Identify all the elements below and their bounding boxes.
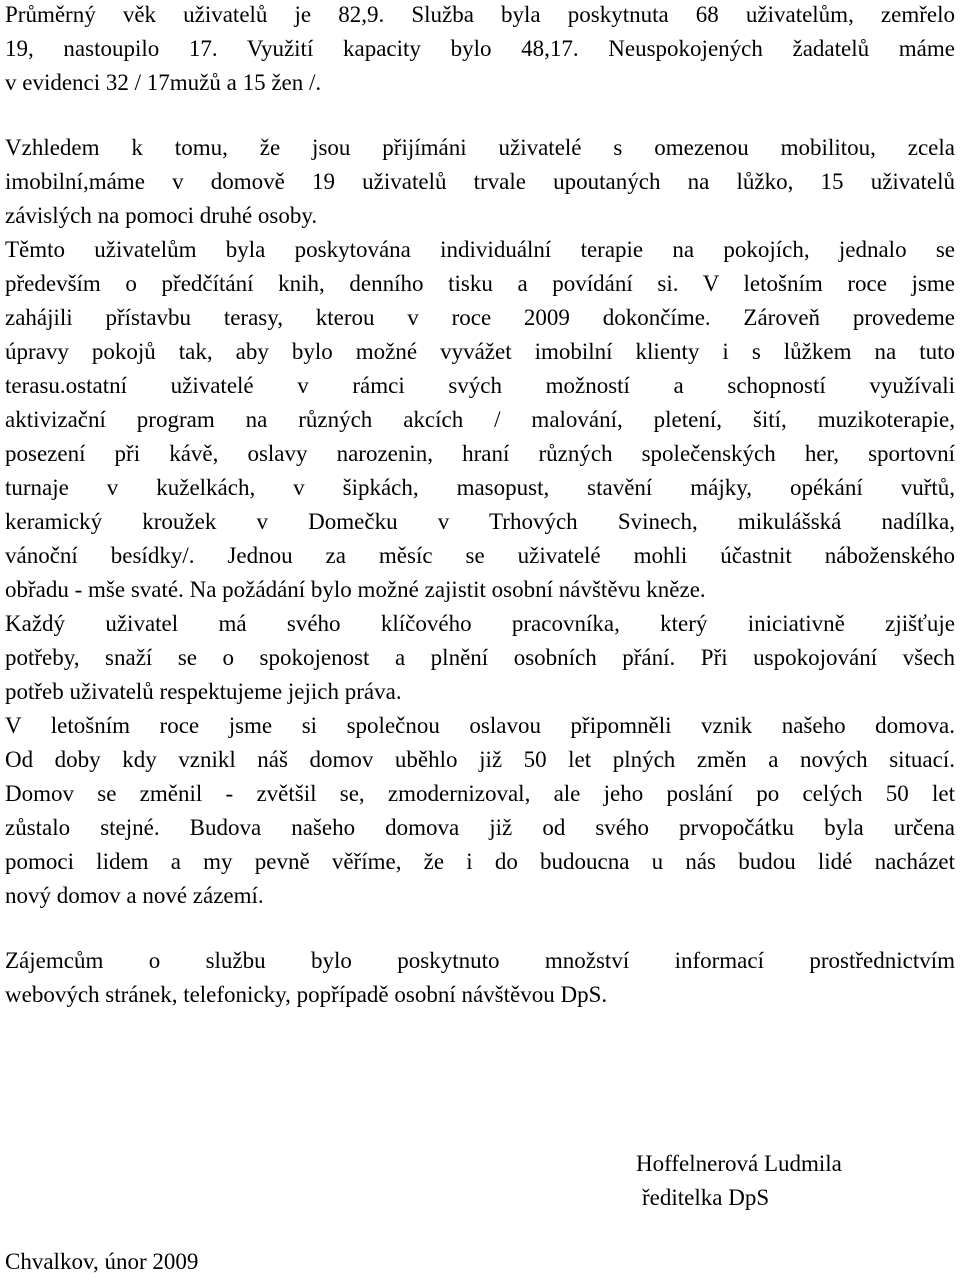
signature-name: Hoffelnerová Ludmila bbox=[636, 1151, 842, 1176]
text-line: úpravy pokojů tak, aby bylo možné vyvážet imobilní klienty i s lůžkem na tuto bbox=[5, 339, 955, 364]
text-line: nový domov a nové zázemí. bbox=[5, 883, 264, 908]
text-line: Vzhledem k tomu, že jsou přijímáni uživatelé s omezenou mobilitou, zcela bbox=[5, 135, 955, 160]
text-line: turnaje v kuželkách, v šipkách, masopust, stavění májky, opékání vuřtů, bbox=[5, 475, 955, 500]
text-line: potřeb uživatelů respektujeme jejich práva. bbox=[5, 679, 402, 704]
text-line: především o předčítání knih, denního tisku a povídání si. V letošním roce jsme bbox=[5, 271, 955, 296]
text-line: Od doby kdy vznikl náš domov uběhlo již 50 let plných změn a nových situací. bbox=[5, 747, 955, 772]
text-line: Těmto uživatelům byla poskytována individuální terapie na pokojích, jednalo se bbox=[5, 237, 955, 262]
signature-role: ředitelka DpS bbox=[642, 1185, 770, 1210]
text-line: Každý uživatel má svého klíčového pracovníka, který iniciativně zjišťuje bbox=[5, 611, 955, 636]
text-line: v evidenci 32 / 17mužů a 15 žen /. bbox=[5, 70, 322, 95]
text-line: obřadu - mše svaté. Na požádání bylo možné zajistit osobní návštěvu kněze. bbox=[5, 577, 706, 602]
text-line: 19, nastoupilo 17. Využití kapacity bylo 48,17. Neuspokojených žadatelů máme bbox=[5, 36, 955, 61]
text-line: zůstalo stejné. Budova našeho domova již od svého prvopočátku byla určena bbox=[5, 815, 955, 840]
text-line: imobilní,máme v domově 19 uživatelů trvale upoutaných na lůžko, 15 uživatelů bbox=[5, 169, 955, 194]
text-line: Zájemcům o službu bylo poskytnuto množství informací prostřednictvím bbox=[5, 948, 955, 973]
text-line: vánoční besídky/. Jednou za měsíc se uživatelé mohli účastnit náboženského bbox=[5, 543, 955, 568]
text-line: zahájili přístavbu terasy, kterou v roce 2009 dokončíme. Zároveň provedeme bbox=[5, 305, 955, 330]
text-line: Domov se změnil - zvětšil se, zmodernizoval, ale jeho poslání po celých 50 let bbox=[5, 781, 955, 806]
text-line: webových stránek, telefonicky, popřípadě osobní návštěvou DpS. bbox=[5, 982, 608, 1007]
text-line: terasu.ostatní uživatelé v rámci svých možností a schopností využívali bbox=[5, 373, 955, 398]
text-line: posezení při kávě, oslavy narozenin, hraní různých společenských her, sportovní bbox=[5, 441, 955, 466]
text-line: V letošním roce jsme si společnou oslavou připomněli vznik našeho domova. bbox=[5, 713, 955, 738]
text-line: pomoci lidem a my pevně věříme, že i do budoucna u nás budou lidé nacházet bbox=[5, 849, 955, 874]
text-line: keramický kroužek v Domečku v Trhových Svinech, mikulášská nadílka, bbox=[5, 509, 955, 534]
text-line: závislých na pomoci druhé osoby. bbox=[5, 203, 318, 228]
text-line: Průměrný věk uživatelů je 82,9. Služba byla poskytnuta 68 uživatelům, zemřelo bbox=[5, 2, 955, 27]
text-line: potřeby, snaží se o spokojenost a plnění osobních přání. Při uspokojování všech bbox=[5, 645, 955, 670]
place-date: Chvalkov, únor 2009 bbox=[5, 1249, 199, 1274]
text-line: aktivizační program na různých akcích / malování, pletení, šití, muzikoterapie, bbox=[5, 407, 955, 432]
